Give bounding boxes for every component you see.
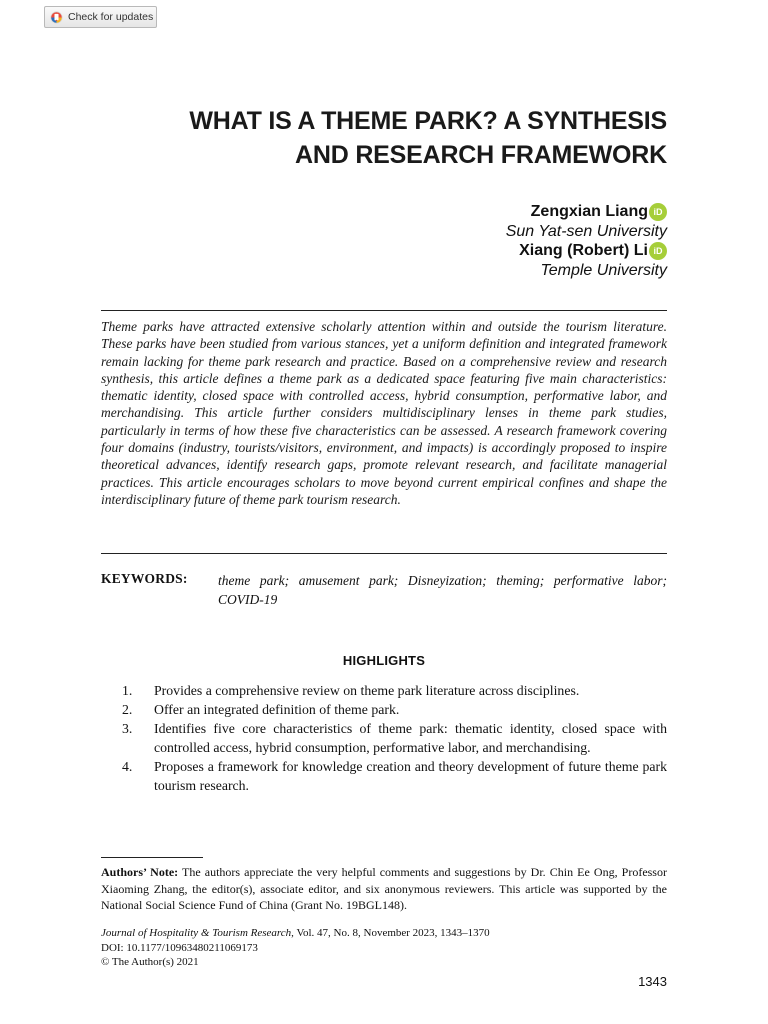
keywords-label: KEYWORDS: [101, 571, 188, 586]
highlight-item [101, 757, 667, 795]
highlight-number: 2. [122, 702, 133, 717]
highlight-item [101, 700, 667, 719]
author-block [506, 202, 667, 280]
authors-note-text: The authors appreciate the very helpful comments and suggestions by Dr. Chin Ee Ong, Professor Xiaoming Zhang, the editor(s), associate editor, and six anonymous reviewers. This article was supported by the National Social Science Fund of China (Grant No. 19BGL148). [101, 865, 667, 912]
author-name [506, 241, 667, 261]
highlight-text: Offer an integrated definition of theme park. [154, 702, 400, 717]
author-name-text: Zengxian Liang [530, 203, 648, 220]
citation-footer [101, 926, 667, 970]
highlights-heading: HIGHLIGHTS [342, 653, 426, 668]
title-line-2: AND RESEARCH FRAMEWORK [295, 141, 667, 169]
highlight-text: Identifies five core characteristics of theme park: thematic identity, closed space with controlled access, hybrid consumption, performative labor, and merchandising. [154, 721, 667, 755]
authors-note-label: Authors’ Note: [101, 865, 179, 879]
orcid-icon[interactable]: iD [649, 242, 667, 260]
highlight-number: 1. [122, 683, 133, 698]
title-line-1: WHAT IS A THEME PARK? A SYNTHESIS [189, 107, 667, 135]
author-affiliation: Sun Yat-sen University [505, 222, 667, 240]
highlights-list [101, 681, 667, 795]
journal-citation [101, 926, 667, 941]
orcid-icon[interactable]: iD [649, 203, 667, 221]
author-name [506, 202, 667, 222]
authors-note [101, 864, 667, 914]
page-number: 1343 [638, 974, 667, 989]
highlight-text: Provides a comprehensive review on theme park literature across disciplines. [154, 683, 580, 698]
doi: DOI: 10.1177/10963480211069173 [101, 941, 258, 954]
highlight-number: 3. [122, 721, 133, 736]
journal-name: Journal of Hospitality & Tourism Research, [101, 927, 294, 939]
copyright: © The Author(s) 2021 [101, 956, 199, 968]
check-for-updates-icon [50, 11, 63, 24]
abstract-bottom-rule [101, 553, 667, 554]
footnote-rule [101, 857, 203, 858]
highlight-number: 4. [122, 759, 133, 774]
check-for-updates-label: Check for updates [68, 11, 154, 23]
abstract-top-rule [101, 310, 667, 311]
highlight-item [101, 719, 667, 757]
article-title [67, 104, 667, 172]
check-for-updates-badge[interactable] [44, 6, 157, 28]
keywords-text: theme park; amusement park; Disneyization; theming; performative labor; COVID-19 [218, 573, 667, 607]
journal-volume: Vol. 47, No. 8, November 2023, 1343–1370 [293, 927, 490, 939]
author-name-text: Xiang (Robert) Li [519, 242, 648, 259]
highlight-text: Proposes a framework for knowledge creation and theory development of future theme park tourism research. [154, 759, 667, 793]
highlight-item [101, 681, 667, 700]
author-affiliation: Temple University [540, 261, 667, 279]
abstract-text: Theme parks have attracted extensive scholarly attention within and outside the tourism literature. These parks have been studied from various stances, yet a uniform definition and integrated framework remain lacking for theme park research and practice. Based on a comprehensive review and research synthesis, this article defines a theme park as a dedicated space featuring five main characteristics: thematic identity, closed space with controlled access, hybrid consumption, performative labor, and merchandising. This article further considers multidisciplinary lenses in theme park studies, particularly in terms of how these five characteristics can be assessed. A research framework covering four domains (industry, tourists/visitors, environment, and impacts) is accordingly proposed to inspire theoretical advances, identify research gaps, promote relevant research, and facilitate managerial practices. This article encourages scholars to move beyond current empirical confines and shape the interdisciplinary future of theme park tourism research. [101, 319, 667, 507]
